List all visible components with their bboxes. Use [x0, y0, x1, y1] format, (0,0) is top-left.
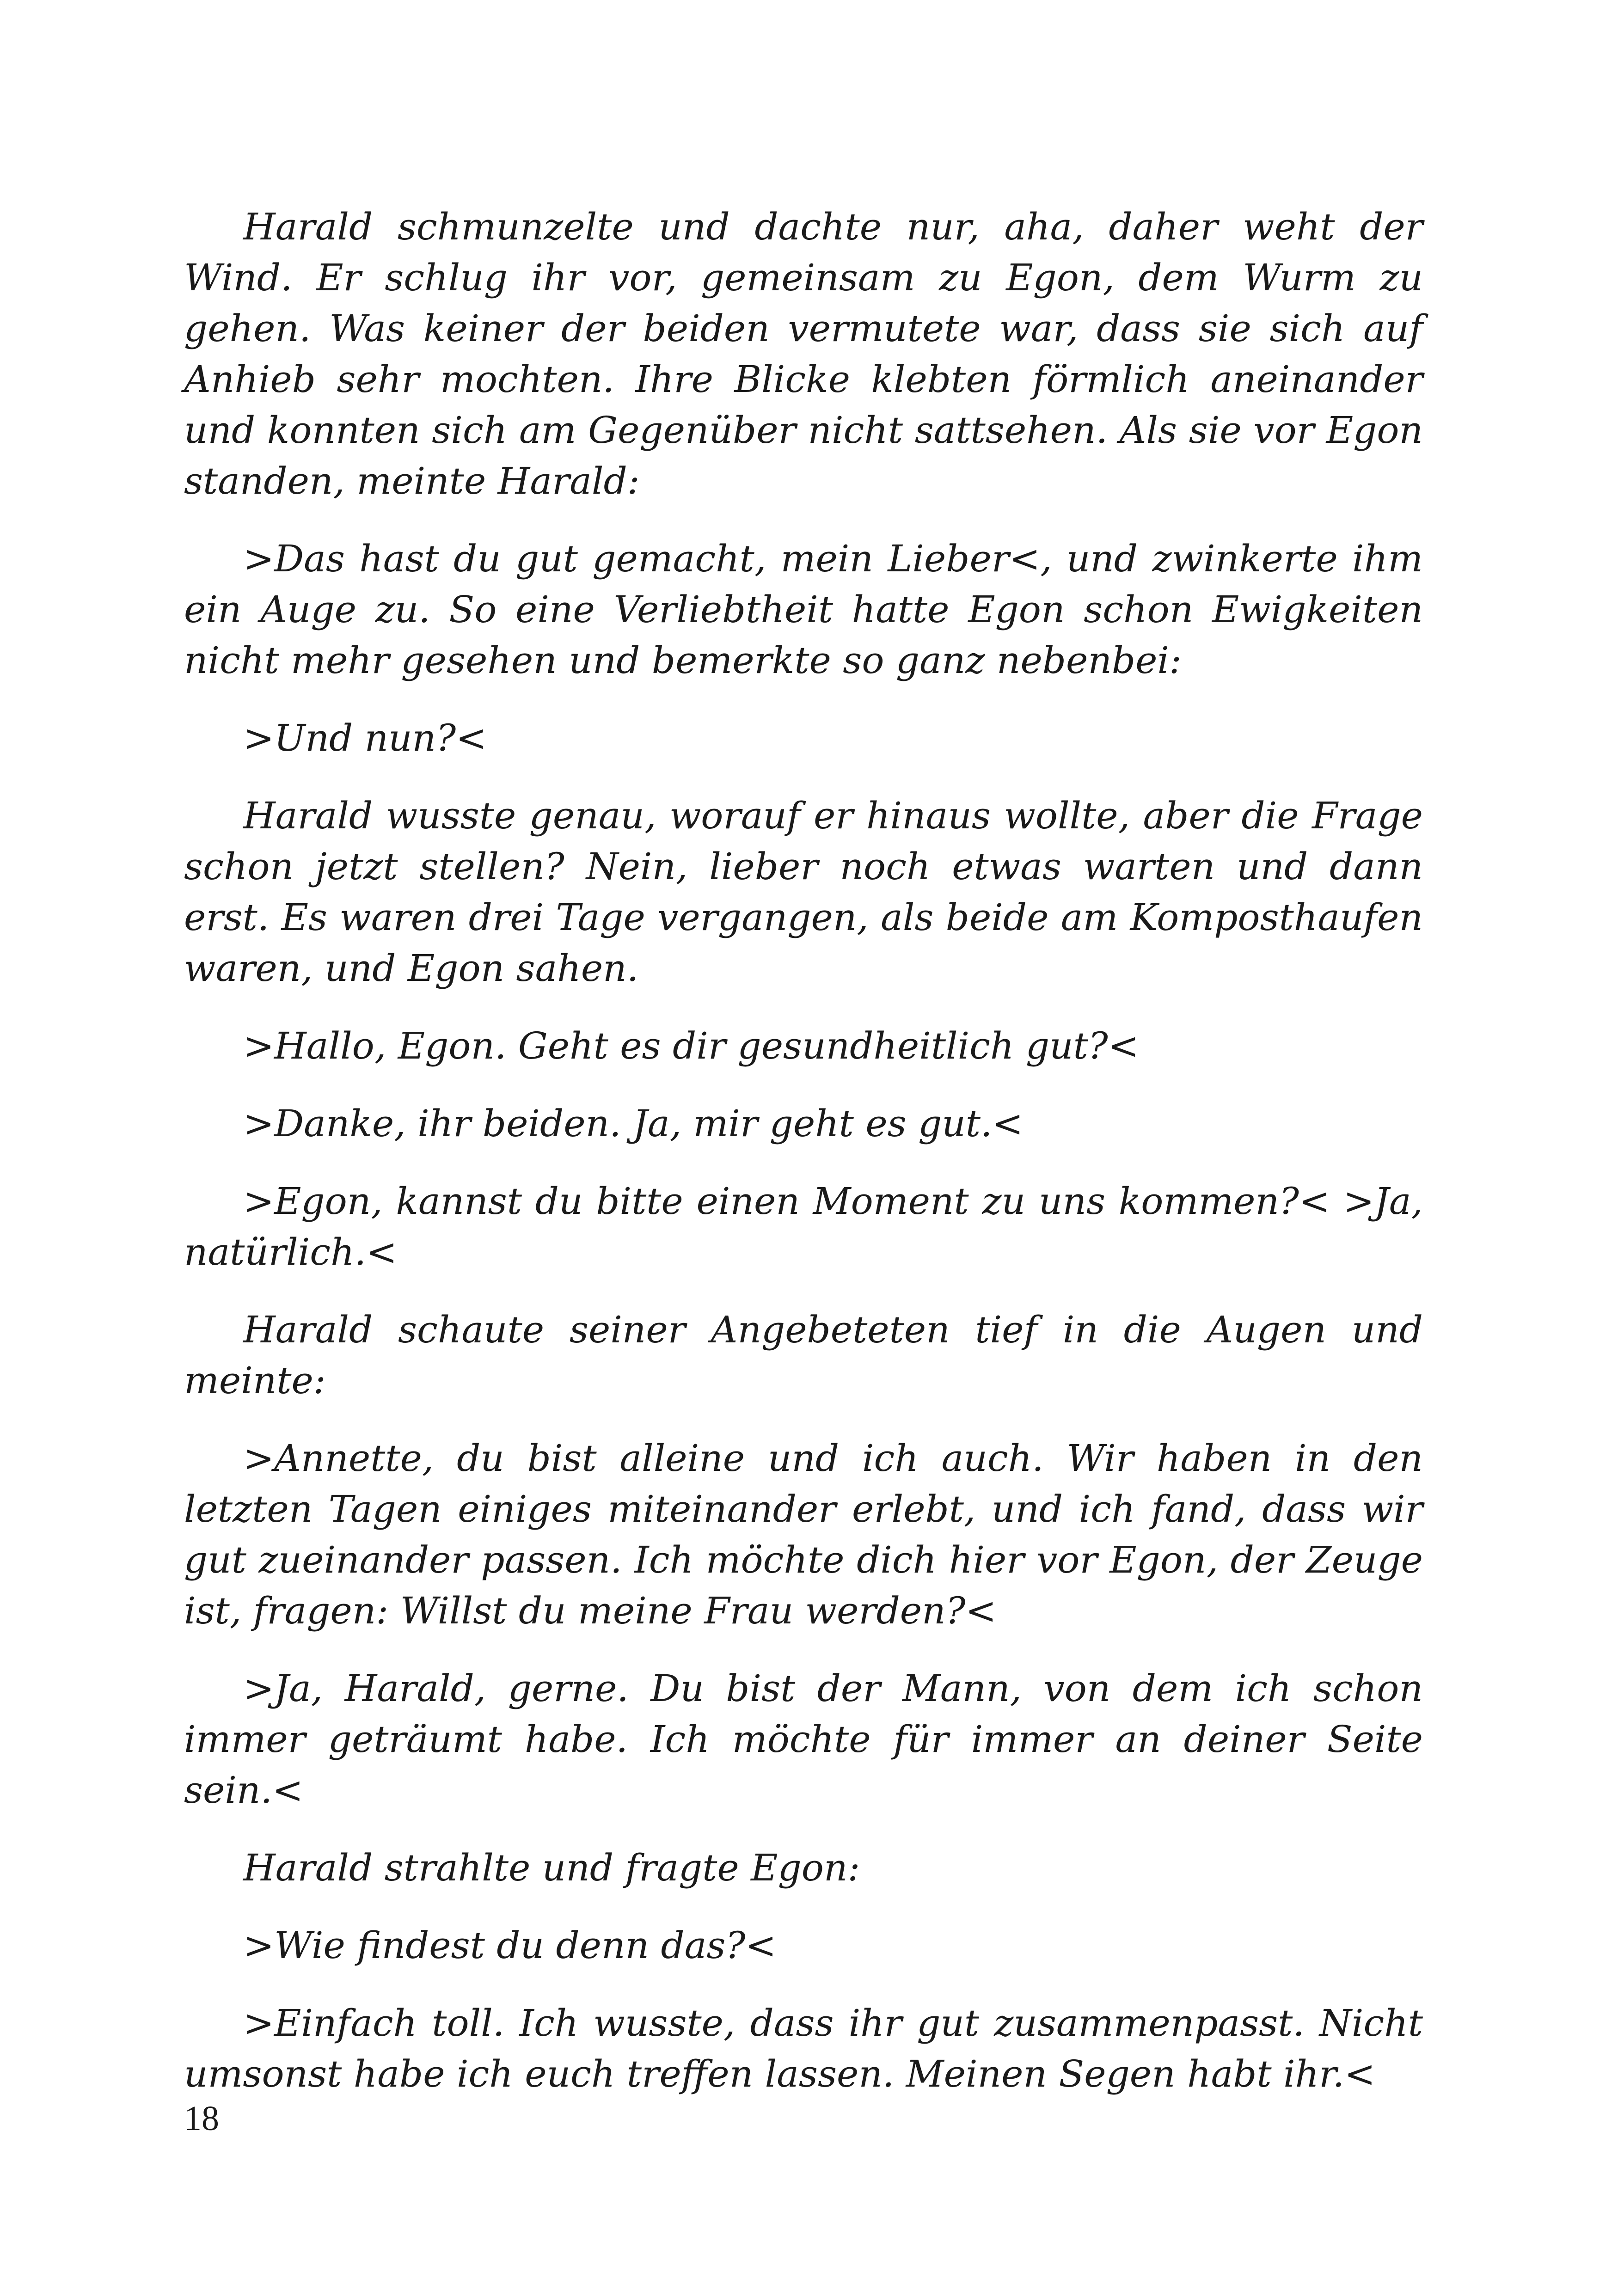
paragraph: >Annette, du bist alleine und ich auch. Wir haben in den letzten Tagen einiges miteinander erlebt, und ich fand, dass wir gut zueinander passen. Ich möchte dich hier vor Egon, der Zeuge ist, fragen: Willst du meine Frau werden?< — [184, 1437, 1423, 1632]
paragraph: >Das hast du gut gemacht, mein Lieber<, und zwinkerte ihm ein Auge zu. So eine Verliebtheit hatte Egon schon Ewigkeiten nicht mehr gesehen und bemerkte so ganz nebenbei: — [184, 537, 1423, 682]
body-text — [184, 202, 1423, 2126]
paragraph: >Egon, kannst du bitte einen Moment zu uns kommen?< >Ja, natürlich.< — [184, 1180, 1423, 1274]
paragraph: >Hallo, Egon. Geht es dir gesundheitlich gut?< — [243, 1024, 1139, 1067]
paragraph: >Danke, ihr beiden. Ja, mir geht es gut.< — [243, 1102, 1024, 1145]
paragraph: Harald strahlte und fragte Egon: — [243, 1846, 860, 1889]
paragraph: Harald schmunzelte und dachte nur, aha, daher weht der Wind. Er schlug ihr vor, gemeinsam zu Egon, dem Wurm zu gehen. Was keiner der beiden vermutete war, dass sie sich auf Anhieb sehr mochten. Ihre Blicke klebten förmlich aneinander und konnten sich am Gegenüber nicht sattsehen. Als sie vor Egon standen, meinte Harald: — [184, 205, 1423, 502]
paragraph: Harald schaute seiner Angebeteten tief in die Augen und meinte: — [184, 1308, 1423, 1402]
paragraph: Harald wusste genau, worauf er hinaus wollte, aber die Frage schon jetzt stellen? Nein, lieber noch etwas warten und dann erst. Es waren drei Tage vergangen, als beide am Komposthaufen waren, und Egon sahen. — [184, 794, 1423, 990]
page-number: 18 — [184, 2099, 219, 2138]
paragraph: >Wie findest du denn das?< — [243, 1924, 777, 1967]
paragraph: >Und nun?< — [243, 716, 487, 759]
paragraph: >Ja, Harald, gerne. Du bist der Mann, von dem ich schon immer geträumt habe. Ich möchte für immer an deiner Seite sein.< — [184, 1667, 1423, 1812]
paragraph: >Einfach toll. Ich wusste, dass ihr gut zusammenpasst. Nicht umsonst habe ich euch treffen lassen. Meinen Segen habt ihr.< — [184, 2002, 1423, 2095]
